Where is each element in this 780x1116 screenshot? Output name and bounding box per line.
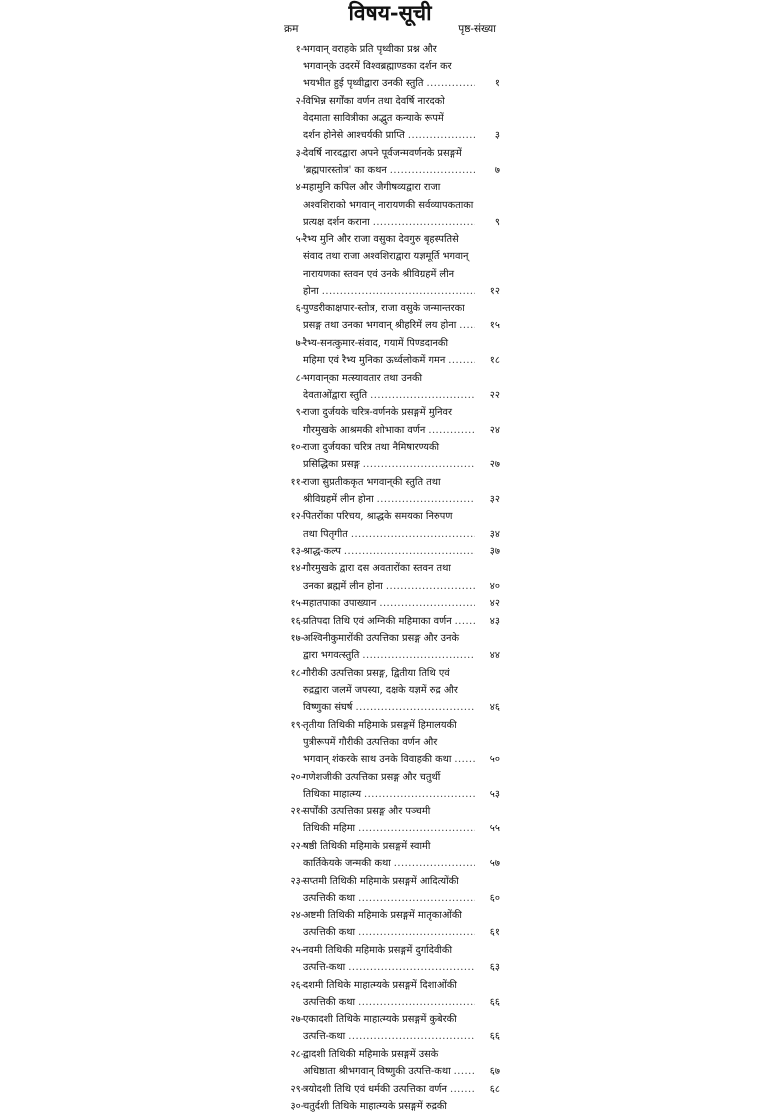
toc-entry-line: पुत्रीरूपमें गौरीकी उत्पत्तिका वर्णन और [303, 736, 438, 748]
toc-entry-line [303, 994, 500, 1011]
toc-entry-title-text: 'ब्रह्मपारस्तोत्र' का कथन [303, 164, 387, 176]
toc-entry-body [303, 1046, 500, 1080]
toc-entry-line [303, 578, 500, 595]
toc-entry-number: १७- [290, 633, 304, 645]
toc-entry-line [303, 613, 500, 630]
toc-entry-title-text: अधिष्ठाता श्रीभगवान् विष्णुकी उत्पत्ति-कथा [303, 1066, 451, 1078]
toc-entry-title-text: श्रीविग्रहमें लीन होना [303, 493, 374, 505]
toc-entry-page-number: ६१ [489, 927, 500, 939]
dot-leader [344, 543, 475, 560]
toc-entry-number: १- [295, 44, 304, 55]
toc-entry-line: राजा सुप्रतीककृत भगवान्‌की स्तुति तथा [303, 476, 441, 488]
toc-entry-page-number: ४४ [489, 650, 500, 662]
dot-leader [348, 959, 475, 976]
toc-entry [280, 179, 500, 231]
toc-entry [280, 769, 500, 803]
toc-entry-body [303, 1081, 500, 1098]
toc-entry-line: रैभ्य मुनि और राजा वसुका देवगुरु बृहस्पतिसे [303, 234, 459, 246]
dot-leader [363, 456, 475, 473]
toc-entry-number: २- [295, 95, 304, 107]
toc-entry-line: संवाद तथा राजा अश्वशिराद्वारा यज्ञमूर्ति भगवान् [303, 251, 469, 263]
toc-entry-title-text: महातपाका उपाख्यान [303, 598, 377, 610]
toc-entry-line: सर्पोंकी उत्पत्तिका प्रसङ्ग और पञ्चमी [303, 806, 431, 818]
toc-entry-line: अश्विनीकुमारोंकी उत्पत्तिका प्रसङ्ग और उनके [303, 633, 459, 645]
toc-entry-line [303, 543, 500, 560]
toc-entry-body [303, 977, 500, 1011]
toc-entry-number: १४- [290, 563, 304, 575]
dot-leader [450, 1081, 475, 1098]
toc-entry [280, 665, 500, 717]
toc-entry-body [303, 543, 500, 560]
dot-leader [348, 1028, 475, 1045]
toc-entry-line [303, 214, 500, 231]
toc-entry-line [303, 1098, 500, 1115]
toc-entry-number: १३- [290, 546, 304, 557]
toc-entry-page-number: १५ [489, 320, 500, 332]
toc-entry-page-number: ३७ [489, 546, 500, 557]
toc-entry-line: अष्टमी तिथिकी महिमाके प्रसङ्गमें मातृकाओंकी [303, 910, 462, 922]
toc-entry-line: नारायणका स्तवन एवं उनके श्रीविग्रहमें लीन [303, 268, 455, 280]
dot-leader [454, 751, 475, 768]
toc-entry-body [303, 404, 500, 438]
toc-entry-body [303, 665, 500, 717]
toc-entry [280, 145, 500, 179]
toc-entry-number: १६- [290, 615, 304, 627]
dot-leader [394, 855, 475, 872]
toc-entry [280, 1081, 500, 1098]
toc-entry-title-text: द्वारा भगवत्स्तुति [303, 650, 360, 662]
toc-entry-page-number: ७ [494, 164, 500, 176]
toc-entry-line: दशमी तिथिके माहात्म्यके प्रसङ्गमें दिशाओंकी [303, 979, 457, 991]
toc-entry-number: २०- [290, 771, 304, 783]
toc-entry-line [303, 491, 500, 508]
toc-entry [280, 439, 500, 473]
toc-entry-body [303, 838, 500, 872]
toc-entry-line: द्वादशी तिथिकी महिमाके प्रसङ्गमें उसके [303, 1048, 439, 1060]
toc-entry [280, 93, 500, 145]
toc-entry-line [303, 162, 500, 179]
toc-entry-line: भगवान्‌के उदरमें विश्वब्रह्माण्डका दर्शन कर [303, 61, 452, 73]
toc-entry-title-text: तथा पितृगीत [303, 528, 348, 540]
toc-entry-line [303, 283, 500, 300]
toc-entry-line: नवमी तिथिकी महिमाके प्रसङ्गमें दुर्गादेवीकी [303, 944, 452, 956]
toc-entry-number: २२- [290, 840, 304, 852]
toc-entry-title-text: भयभीत हुई पृथ्वीद्वारा उनकी स्तुति [303, 78, 424, 90]
dot-leader [358, 820, 475, 837]
toc-entry-title-text: चतुर्दशी तिथिके माहात्म्यके प्रसङ्गमें रुद्रकी [303, 1101, 447, 1113]
dot-leader [358, 924, 475, 941]
toc-entry-title-text: प्रत्यक्ष दर्शन कराना [303, 216, 370, 228]
toc-entry-number: २३- [290, 875, 304, 887]
toc-entry-number: १८- [290, 667, 304, 679]
toc-entry-line [303, 1028, 500, 1045]
dot-leader [386, 578, 475, 595]
toc-entry-number: ९- [295, 407, 304, 419]
toc-entry-body [303, 873, 500, 907]
dot-leader [364, 786, 475, 803]
toc-entry-page-number: ३४ [489, 528, 500, 540]
toc-entry-line [303, 456, 500, 473]
toc-entry-page-number: ६८ [489, 1083, 500, 1095]
dot-leader [370, 387, 475, 404]
toc-entry-line: राजा दुर्जयका चरित्र तथा नैमिषारण्यकी [303, 441, 440, 453]
toc-entry-body [303, 560, 500, 594]
toc-entry-line [303, 924, 500, 941]
toc-entry-page-number: ३ [494, 130, 500, 142]
toc-entry-page-number: २२ [489, 389, 500, 401]
toc-entry-title-text: श्राद्ध-कल्प [303, 546, 341, 557]
dot-leader [428, 422, 475, 439]
toc-entry-line [303, 387, 500, 404]
column-header-page-number: पृष्ठ-संख्या [458, 23, 496, 35]
dot-leader [358, 890, 475, 907]
toc-entry-page-number: ९ [494, 216, 500, 228]
toc-entry-number: २५- [290, 944, 304, 956]
dot-leader [379, 595, 475, 612]
toc-entry-line: गणेशजीकी उत्पत्तिका प्रसङ्ग और चतुर्थी [303, 771, 441, 783]
toc-entry [280, 370, 500, 404]
dot-leader [454, 1063, 475, 1080]
toc-entry-line: महामुनि कपिल और जैगीषव्यद्वारा राजा [303, 182, 441, 194]
toc-entry [280, 1046, 500, 1080]
toc-entry-body [303, 439, 500, 473]
toc-entry-line: तृतीया तिथिकी महिमाके प्रसङ्गमें हिमालयकी [303, 719, 457, 731]
toc-entry-body [303, 717, 500, 769]
toc-entry-number: ११- [290, 476, 304, 488]
toc-entry-body [303, 1098, 500, 1115]
toc-entry-line [303, 352, 500, 369]
dot-leader [362, 647, 475, 664]
toc-entry-page-number: ४३ [489, 615, 500, 627]
toc-entry-line: षष्ठी तिथिकी महिमाके प्रसङ्गमें स्वामी [303, 840, 431, 852]
toc-entry-number: ८- [295, 372, 304, 384]
toc-entry [280, 231, 500, 300]
toc-entry-body [303, 769, 500, 803]
toc-entry-number: ७- [295, 337, 304, 349]
toc-entry-page-number: ६३ [489, 962, 500, 974]
toc-entry-body [303, 145, 500, 179]
toc-entry-title-text: महिमा एवं रैभ्य मुनिका ऊर्ध्वलोकमें गमन [303, 355, 446, 367]
toc-entry [280, 404, 500, 438]
toc-entry-title-text: त्रयोदशी तिथि एवं धर्मकी उत्पत्तिका वर्णन [303, 1083, 447, 1095]
toc-entry-line: पुण्डरीकाक्षपार-स्तोत्र, राजा वसुके जन्मान्तरका [303, 303, 465, 315]
toc-entry-title-text: दर्शन होनेसे आश्चर्यकी प्राप्ति [303, 130, 405, 142]
toc-entry-title-text: प्रसिद्धिका प्रसङ्ग [303, 459, 360, 471]
toc-entry-body [303, 942, 500, 976]
toc-entry-body [303, 474, 500, 508]
toc-entry-body [303, 370, 500, 404]
toc-entry-title-text: प्रतिपदा तिथि एवं अग्निकी महिमाका वर्णन [303, 615, 452, 627]
toc-entry-line: भगवान्‌का मत्स्यावतार तथा उनकी [303, 372, 423, 384]
toc-entry-title-text: उत्पत्तिकी कथा [303, 996, 356, 1008]
toc-entry-body [303, 335, 500, 369]
toc-entry-line: अश्वशिराको भगवान् नारायणकी सर्वव्यापकताका [303, 199, 474, 211]
toc-entry-page-number: ६६ [489, 996, 500, 1008]
toc-entry-line: सप्तमी तिथिकी महिमाके प्रसङ्गमें आदित्योंकी [303, 875, 459, 887]
toc-entry-body [303, 508, 500, 542]
toc-entry-line [303, 317, 500, 334]
dot-leader [448, 352, 475, 369]
toc-entry-line: रुद्रद्वारा जलमें जपस्या, दक्षके यज्ञमें रुद्र और [303, 684, 458, 696]
toc-entry-line [303, 959, 500, 976]
toc-entry-line [303, 1063, 500, 1080]
toc-entry-body [303, 41, 500, 93]
toc-entry-title-text: उत्पत्तिकी कथा [303, 927, 356, 939]
toc-entry [280, 838, 500, 872]
toc-entry-body [303, 907, 500, 941]
toc-entry [280, 873, 500, 907]
toc-entry-line: देवर्षि नारदद्वारा अपने पूर्वजन्मवर्णनके प्रसङ्गमें [303, 147, 462, 159]
toc-entry-number: २४- [290, 910, 304, 922]
toc-entry-line [303, 647, 500, 664]
toc-entry-line: भगवान् वराहके प्रति पृथ्वीका प्रश्न और [303, 44, 437, 55]
toc-entry-page-number: ४० [489, 580, 500, 592]
dot-leader [358, 994, 475, 1011]
toc-entry-line: रैभ्य-सनत्कुमार-संवाद, गयामें पिण्डदानकी [303, 337, 448, 349]
toc-entry [280, 803, 500, 837]
toc-entry-page-number: ६० [489, 892, 500, 904]
toc-entry-number: ६- [295, 303, 304, 315]
toc-entry-line [303, 699, 500, 716]
toc-entry [280, 41, 500, 93]
toc-entry-page-number: १२ [489, 285, 500, 297]
toc-entry-page-number: २७ [489, 459, 500, 471]
toc-entry-title-text: कार्तिकेयके जन्मकी कथा [303, 858, 391, 870]
toc-entry-line [303, 751, 500, 768]
toc-entry-number: ५- [295, 234, 304, 246]
toc-entry-line: वेदमाता सावित्रीका अद्भुत कन्याके रूपमें [303, 113, 444, 125]
toc-entry [280, 595, 500, 612]
toc-entry [280, 977, 500, 1011]
toc-entry-title-text: होना [303, 285, 319, 297]
toc-entry-body [303, 613, 500, 630]
toc-entry-number: २७- [290, 1014, 304, 1026]
toc-entry-page-number: ६६ [489, 1031, 500, 1043]
toc-entry-number: २१- [290, 806, 304, 818]
table-of-contents [280, 41, 500, 1116]
toc-entry-body [303, 595, 500, 612]
toc-entry-line: विभिन्न सर्गोंका वर्णन तथा देवर्षि नारदको [303, 95, 445, 107]
toc-entry-title-text: उत्पत्तिकी कथा [303, 892, 356, 904]
toc-entry-number: १२- [290, 511, 304, 523]
toc-entry [280, 474, 500, 508]
toc-entry [280, 907, 500, 941]
toc-entry-title-text: विष्णुका संघर्ष [303, 702, 353, 714]
toc-entry-page-number: २४ [489, 424, 500, 436]
toc-entry-title-text: गौरमुखके आश्रमकी शोभाका वर्णन [303, 424, 426, 436]
toc-entry-title-text: देवताओंद्वारा स्तुति [303, 389, 368, 401]
toc-entry [280, 630, 500, 664]
toc-entry-body [303, 179, 500, 231]
toc-entry-line [303, 786, 500, 803]
toc-entry [280, 335, 500, 369]
toc-entry [280, 1098, 500, 1115]
dot-leader [390, 162, 475, 179]
toc-entry-page-number: ४२ [489, 598, 500, 610]
toc-entry-number: १९- [290, 719, 304, 731]
toc-entry-line [303, 422, 500, 439]
toc-entry-line [303, 820, 500, 837]
toc-entry [280, 543, 500, 560]
toc-entry [280, 613, 500, 630]
dot-leader [373, 214, 475, 231]
dot-leader [355, 699, 475, 716]
toc-entry-line: गौरमुखके द्वारा दस अवतारोंका स्तवन तथा [303, 563, 451, 575]
toc-entry-line: गौरीकी उत्पत्तिका प्रसङ्ग, द्वितीया तिथि एवं [303, 667, 450, 679]
toc-entry-body [303, 93, 500, 145]
dot-leader [455, 613, 475, 630]
toc-entry-line [303, 890, 500, 907]
toc-entry-body [303, 300, 500, 334]
dot-leader [322, 283, 475, 300]
toc-entry-line [303, 595, 500, 612]
toc-entry [280, 717, 500, 769]
toc-entry-number: २९- [290, 1083, 304, 1095]
toc-entry-number: १०- [290, 441, 304, 453]
toc-entry-title-text: उत्पत्ति-कथा [303, 1031, 346, 1043]
toc-entry-title-text: उनका ब्रह्ममें लीन होना [303, 580, 383, 592]
toc-entry-line: राजा दुर्जयके चरित्र-वर्णनके प्रसङ्गमें मुनिवर [303, 407, 453, 419]
toc-entry-page-number: ५० [489, 754, 500, 766]
toc-entry-number: २६- [290, 979, 304, 991]
toc-entry [280, 300, 500, 334]
toc-entry-title-text: प्रसङ्ग तथा उनका भगवान् श्रीहरिमें लय होना [303, 320, 457, 332]
toc-entry-page-number: ५७ [489, 858, 500, 870]
toc-entry-page-number: १ [494, 78, 500, 90]
toc-entry-title-text: तिथिका माहात्म्य [303, 788, 362, 800]
toc-entry-line: एकादशी तिथिके माहात्म्यके प्रसङ्गमें कुबेरकी [303, 1014, 457, 1026]
toc-entry-page-number: ६७ [489, 1066, 500, 1078]
toc-entry-number: १५- [290, 598, 304, 610]
toc-entry-line [303, 75, 500, 92]
dot-leader [377, 491, 475, 508]
toc-entry-line: पितरोंका परिचय, श्राद्धके समयका निरुपण [303, 511, 453, 523]
toc-entry-page-number: ५३ [489, 788, 500, 800]
toc-entry-line [303, 855, 500, 872]
toc-entry-line [303, 526, 500, 543]
dot-leader [408, 127, 475, 144]
toc-entry-number: ३- [295, 147, 304, 159]
toc-entry-body [303, 1011, 500, 1045]
column-header-serial: क्रम [284, 23, 299, 35]
toc-entry-number: ३०- [290, 1101, 304, 1113]
toc-entry [280, 942, 500, 976]
dot-leader [426, 75, 475, 92]
toc-entry [280, 1011, 500, 1045]
toc-entry [280, 560, 500, 594]
toc-entry-line [303, 1081, 500, 1098]
toc-entry-page-number: ३२ [489, 493, 500, 505]
toc-entry-page-number: १८ [489, 355, 500, 367]
dot-leader [459, 317, 475, 334]
toc-entry-title-text: उत्पत्ति-कथा [303, 962, 346, 974]
toc-entry [280, 508, 500, 542]
toc-entry-page-number: ५५ [489, 823, 500, 835]
toc-entry-body [303, 803, 500, 837]
toc-entry-title-text: भगवान् शंकरके साथ उनके विवाहकी कथा [303, 754, 452, 766]
toc-entry-number: ४- [295, 182, 304, 194]
toc-entry-title-text: तिथिकी महिमा [303, 823, 356, 835]
toc-entry-page-number: ४६ [489, 702, 500, 714]
dot-leader [351, 526, 475, 543]
toc-entry-number: २८- [290, 1048, 304, 1060]
toc-entry-body [303, 231, 500, 300]
page-title: विषय-सूची [348, 0, 432, 25]
toc-entry-line [303, 127, 500, 144]
toc-entry-body [303, 630, 500, 664]
